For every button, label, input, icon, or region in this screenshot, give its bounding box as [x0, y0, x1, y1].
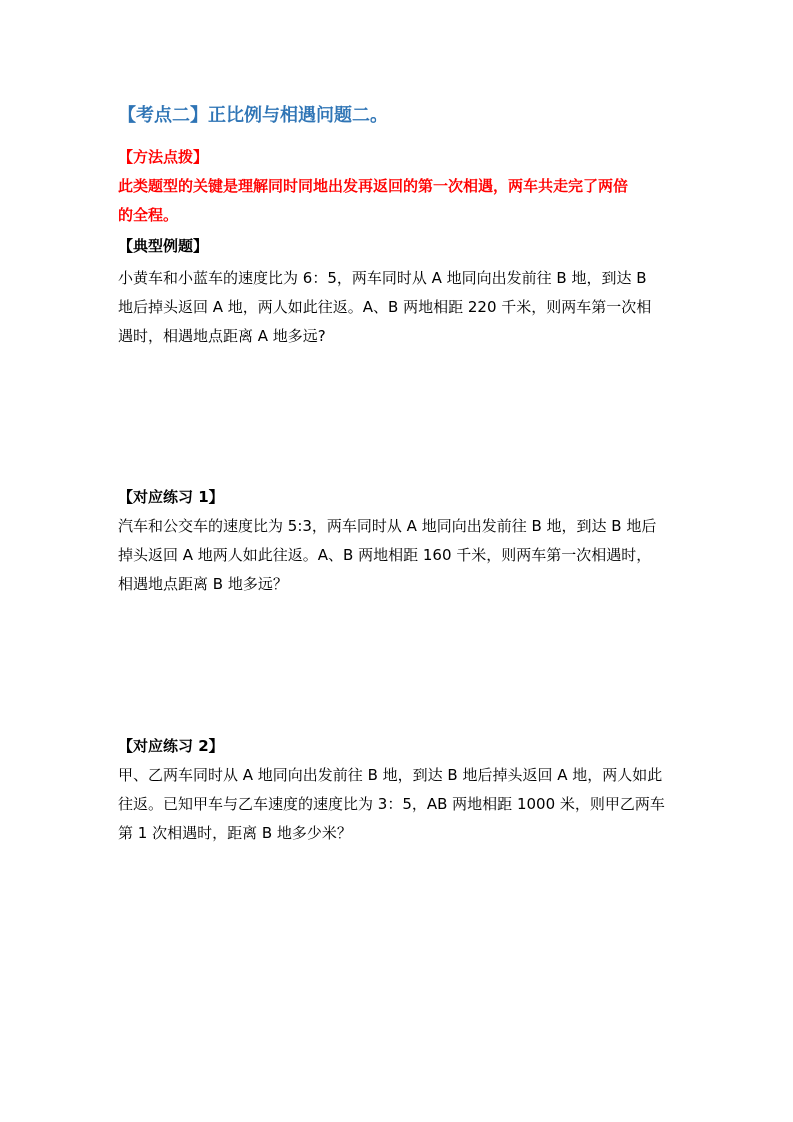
method-heading: 【方法点拨】 — [118, 148, 209, 166]
practice2-line: 甲、乙两车同时从 A 地同向出发前往 B 地，到达 B 地后掉头返回 A 地，两人如此 — [118, 766, 663, 784]
practice1-heading: 【对应练习 1】 — [118, 488, 224, 506]
practice1-line: 汽车和公交车的速度比为 5:3，两车同时从 A 地同向出发前往 B 地，到达 B 地后 — [118, 517, 657, 535]
practice1-line: 相遇地点距离 B 地多远？ — [118, 575, 288, 593]
example-heading: 【典型例题】 — [118, 237, 209, 255]
practice2-heading: 【对应练习 2】 — [118, 737, 224, 755]
method-line: 的全程。 — [118, 206, 179, 224]
method-paragraph — [118, 172, 688, 230]
practice1-line: 掉头返回 A 地两人如此往返。A、B 两地相距 160 千米，则两车第一次相遇时， — [118, 546, 652, 564]
practice2-line: 往返。已知甲车与乙车速度的速度比为 3：5，AB 两地相距 1000 米，则甲乙两车 — [118, 795, 665, 813]
example-paragraph — [118, 264, 688, 351]
example-line: 地后掉头返回 A 地，两人如此往返。A、B 两地相距 220 千米，则两车第一次相 — [118, 298, 652, 316]
example-line: 小黄车和小蓝车的速度比为 6：5，两车同时从 A 地同向出发前往 B 地，到达 B — [118, 269, 647, 287]
method-line: 此类题型的关键是理解同时同地出发再返回的第一次相遇，两车共走完了两倍 — [118, 177, 629, 195]
practice1-paragraph — [118, 512, 688, 599]
section-title: 【考点二】正比例与相遇问题二。 — [118, 105, 388, 126]
practice2-paragraph — [118, 761, 688, 848]
example-line: 遇时，相遇地点距离 A 地多远? — [118, 327, 326, 345]
practice2-line: 第 1 次相遇时，距离 B 地多少米？ — [118, 824, 352, 842]
